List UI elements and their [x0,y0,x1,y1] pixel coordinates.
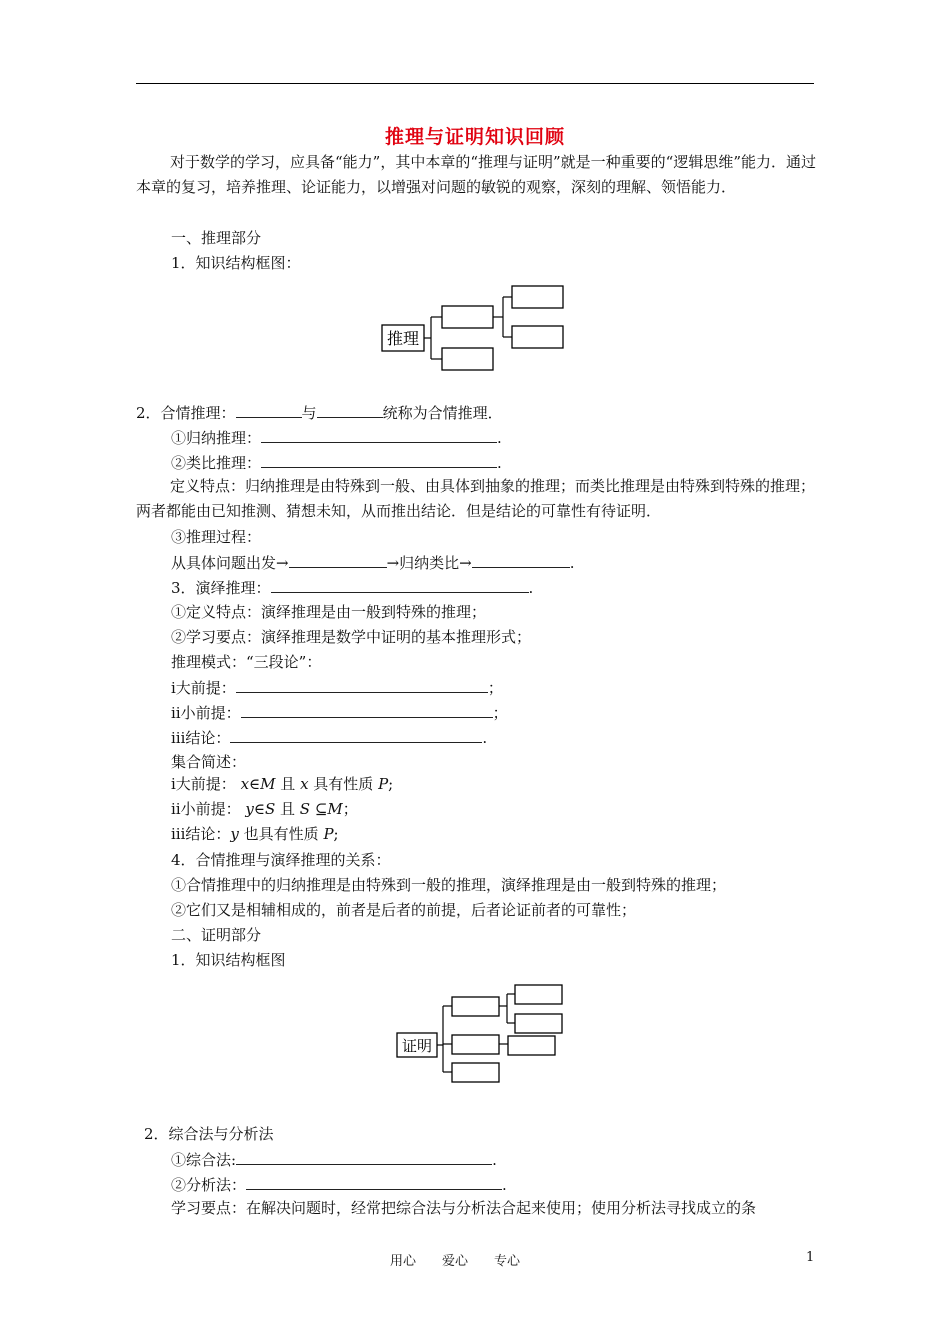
diagram1-root-label: 推理 [386,329,420,348]
set-minor-premise: ⅱ小前提： y∈S 且 S ⊆M； [171,800,358,818]
diagram2-box-b [452,1035,499,1054]
footer-motto: 用心 爱心 专心 [390,1254,521,1269]
reasoning-structure-diagram [375,280,575,380]
part2-item1: 1．知识结构框图 [171,951,286,969]
diagram1-box-lower [442,348,493,370]
diagram1-box-upper [442,306,493,328]
induction-line: ①归纳推理： . [171,429,502,447]
analogy-line: ②类比推理： . [171,454,502,472]
relation-item-2: ②它们又是相辅相成的，前者是后者的前提，后者论证前者的可靠性； [171,901,637,919]
set-conclusion: ⅲ结论：y 也具有性质 P; [171,825,339,843]
deduction-definition: ①定义特点：演绎推理是由一般到特殊的推理； [171,603,487,621]
diagram2-box-f [508,1036,555,1055]
diagram2-root-label: 证明 [401,1037,433,1055]
relation-item-1: ①合情推理中的归纳推理是由特殊到一般的推理，演绎推理是由一般到特殊的推理； [171,876,727,894]
process-heading: ③推理过程： [171,528,262,546]
part1-heading: 一、推理部分 [171,229,262,247]
part1-item2: 2．合情推理： 与 统称为合情推理． [136,404,503,422]
diagram2-box-a [452,997,499,1016]
part1-item1: 1．知识结构框图： [171,254,301,272]
diagram1-box-top [512,286,563,308]
diagram2-box-d [515,985,562,1004]
deduction-line: 3．演绎推理： . [171,579,534,597]
page-number: 1 [806,1250,815,1265]
part2-heading: 二、证明部分 [171,926,262,944]
relation-heading: 4．合情推理与演绎推理的关系： [171,851,391,869]
set-major-premise: ⅰ大前提： x∈M 且 x 具有性质 P; [171,775,394,793]
syllogism-heading: 推理模式：“三段论”： [171,653,322,671]
minor-premise-line: ⅱ小前提： ； [171,704,508,722]
part2-item2: 2．综合法与分析法 [144,1125,274,1143]
diagram1-box-mid [512,326,563,348]
set-description-heading: 集合简述： [171,753,247,771]
study-point-line: 学习要点：在解决问题时，经常把综合法与分析法合起来使用；使用分析法寻找成立的条 [171,1199,757,1217]
diagram2-box-c [452,1063,499,1082]
analysis-line: ②分析法： . [171,1176,507,1194]
deduction-key-point: ②学习要点：演绎推理是数学中证明的基本推理形式； [171,628,532,646]
page-title: 推理与证明知识回顾 [384,126,565,148]
major-premise-line: ⅰ大前提： ； [171,679,503,697]
conclusion-line: ⅲ结论： . [171,729,488,747]
intro-paragraph: 对于数学的学习，应具备“能力”，其中本章的“推理与证明”就是一种重要的“逻辑思维”能力．通过本章的复习，培养推理、论证能力，以增强对问题的敏锐的观察，深刻的理解、领悟能力． [136,153,817,196]
proof-structure-diagram [390,978,575,1088]
diagram2-box-e [515,1014,562,1033]
header-rule [136,83,814,84]
synthesis-line: ①综合法: . [171,1151,497,1169]
definition-paragraph: 定义特点：归纳推理是由特殊到一般、由具体到抽象的推理；而类比推理是由特殊到特殊的推理；两者都能由已知推测、猜想未知，从而推出结论．但是结论的可靠性有待证明． [136,477,816,520]
process-line: 从具体问题出发→ →归纳类比→ . [171,554,575,572]
